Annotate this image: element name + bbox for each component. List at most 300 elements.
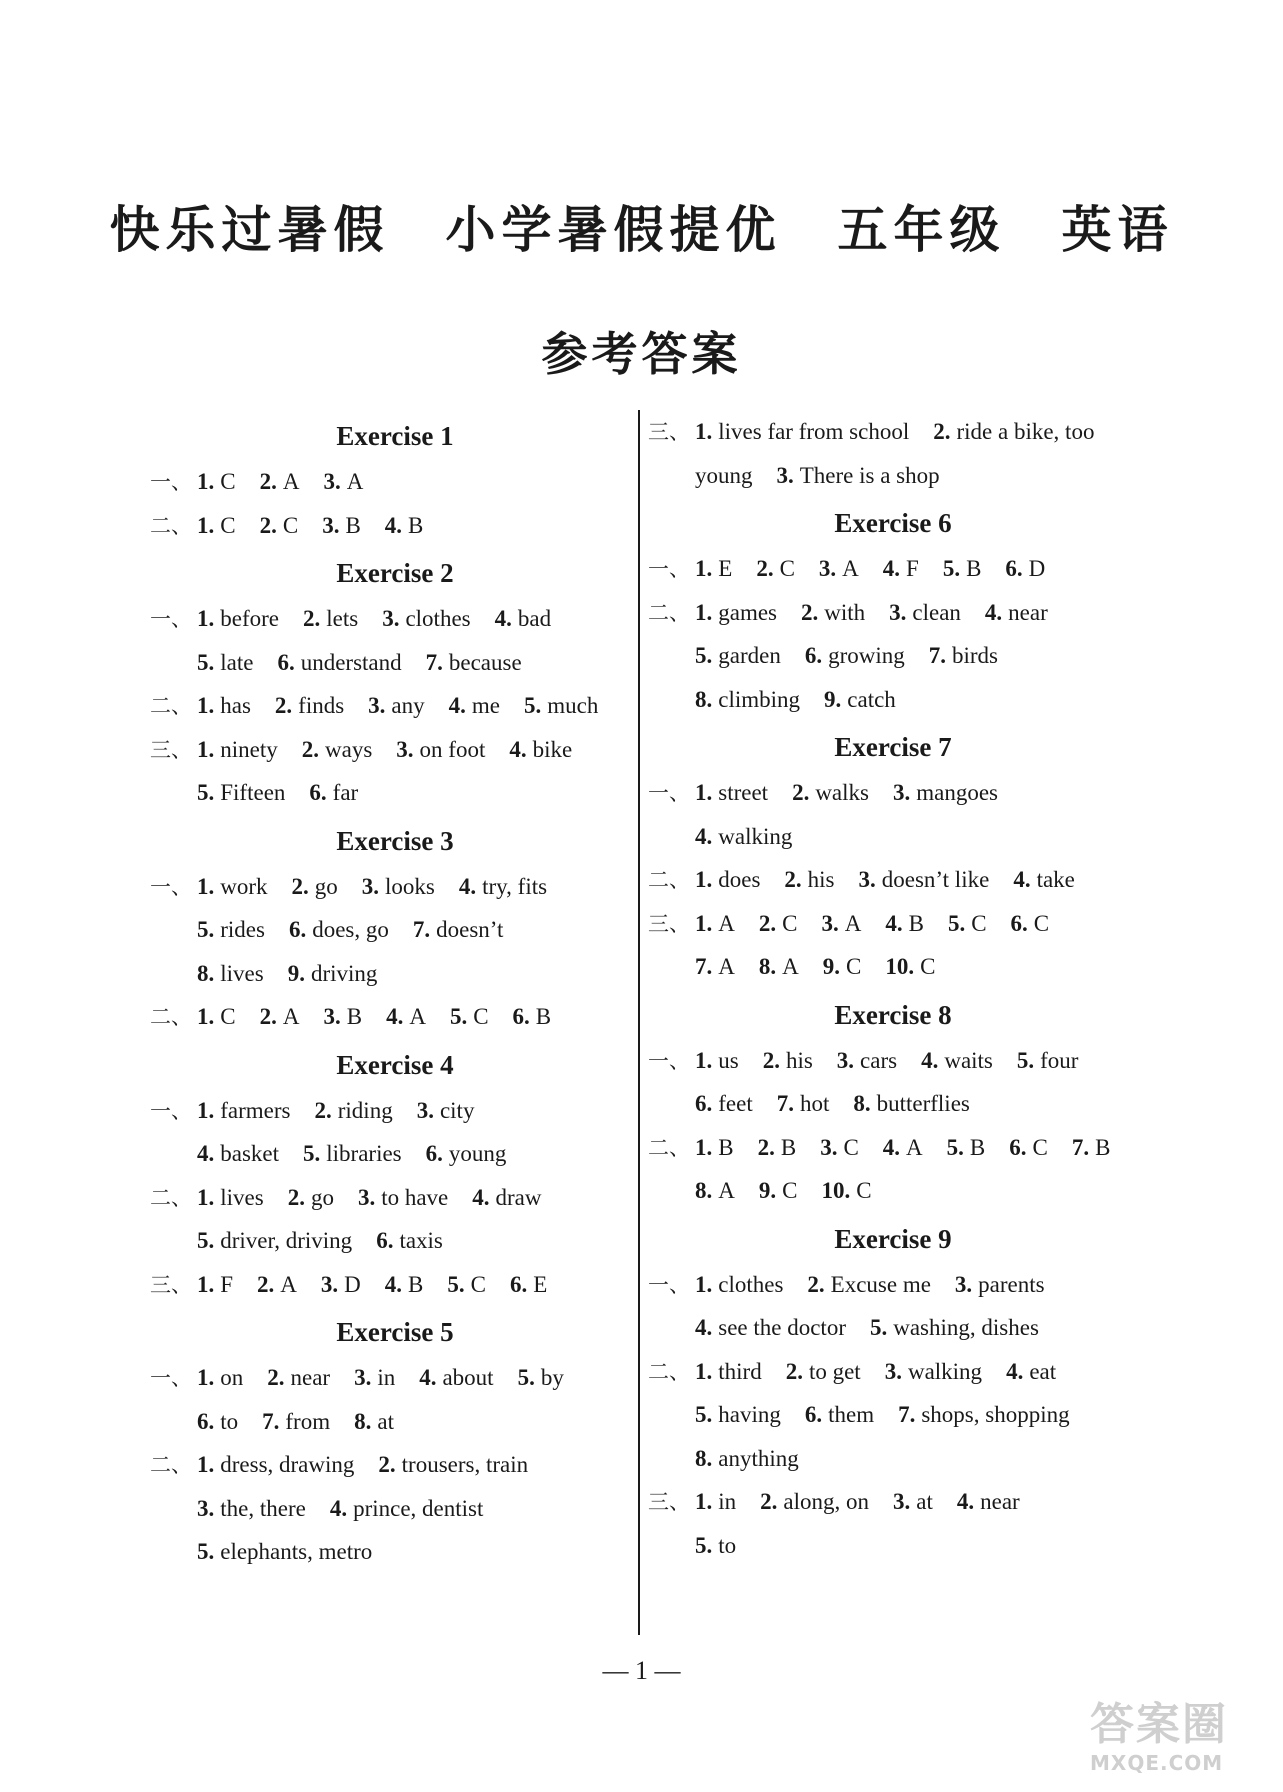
answer-item bbox=[386, 1004, 426, 1029]
answer-line bbox=[150, 460, 640, 504]
answer-text: feet bbox=[718, 1091, 753, 1116]
answer-item bbox=[859, 867, 990, 892]
answer-text: take bbox=[1036, 867, 1075, 892]
answer-text: shops, shopping bbox=[921, 1402, 1070, 1427]
question-number: 2. bbox=[807, 1271, 825, 1297]
question-number: 4. bbox=[458, 873, 477, 899]
answer-item bbox=[197, 1496, 306, 1521]
question-number: 1. bbox=[695, 780, 713, 805]
answer-text: his bbox=[807, 867, 835, 892]
question-number: 3. bbox=[382, 606, 400, 631]
answer-text: by bbox=[540, 1365, 564, 1390]
answer-text: B bbox=[345, 512, 361, 538]
question-number: 1. bbox=[197, 1452, 215, 1477]
answer-line bbox=[150, 504, 640, 548]
answer-item bbox=[695, 1091, 753, 1116]
question-number: 2. bbox=[291, 873, 309, 899]
answer-line bbox=[648, 1480, 1138, 1524]
answer-item bbox=[197, 1539, 372, 1564]
question-number: 1. bbox=[197, 469, 215, 494]
answer-line bbox=[150, 1089, 640, 1133]
question-number: 1. bbox=[197, 736, 215, 762]
answer-line bbox=[150, 1400, 640, 1444]
answer-text: B bbox=[346, 1004, 363, 1029]
answer-item bbox=[947, 1135, 986, 1160]
answer-item bbox=[695, 1272, 783, 1297]
answer-item bbox=[309, 780, 358, 805]
question-number: 4. bbox=[956, 1489, 975, 1514]
answer-item bbox=[385, 1272, 424, 1297]
answer-item bbox=[197, 874, 268, 899]
question-number: 3. bbox=[818, 556, 837, 581]
answer-text: lives bbox=[220, 1184, 264, 1210]
question-number: 8. bbox=[853, 1091, 871, 1116]
answer-text: E bbox=[533, 1271, 548, 1297]
question-number: 3. bbox=[357, 1184, 376, 1210]
answer-item bbox=[885, 1359, 982, 1384]
answer-line bbox=[648, 858, 1138, 902]
answer-text: waits bbox=[944, 1047, 993, 1073]
answer-item bbox=[805, 1402, 874, 1427]
section-marker: 一、 bbox=[150, 874, 192, 899]
question-number: 2. bbox=[785, 1358, 803, 1384]
answer-line bbox=[150, 771, 640, 815]
answer-text: understand bbox=[300, 649, 402, 675]
answer-item bbox=[943, 556, 982, 581]
answer-text: farmers bbox=[220, 1097, 291, 1123]
answer-item bbox=[197, 469, 236, 494]
answer-text: A bbox=[409, 1004, 426, 1029]
question-number: 3. bbox=[858, 867, 876, 892]
answer-text: C bbox=[782, 910, 798, 936]
answer-item bbox=[417, 1098, 475, 1123]
section-marker: 一、 bbox=[150, 607, 192, 631]
exercise-title: Exercise 5 bbox=[336, 1317, 454, 1347]
answer-text: to bbox=[718, 1532, 737, 1558]
answer-item bbox=[354, 1409, 394, 1434]
answer-item bbox=[197, 961, 264, 986]
answer-line bbox=[648, 1350, 1138, 1394]
question-number: 1. bbox=[695, 1489, 713, 1514]
question-number: 2. bbox=[762, 1047, 780, 1073]
section-marker: 三、 bbox=[648, 420, 690, 444]
answer-text: young bbox=[695, 462, 753, 488]
answer-text: near bbox=[290, 1365, 331, 1390]
question-number: 4. bbox=[885, 910, 903, 936]
answer-item bbox=[695, 1178, 735, 1203]
answer-text: having bbox=[718, 1402, 781, 1427]
answer-line bbox=[150, 1219, 640, 1263]
exercise-title: Exercise 9 bbox=[834, 1223, 952, 1254]
answer-item bbox=[933, 419, 1094, 444]
question-number: 1. bbox=[197, 1097, 215, 1123]
question-number: 1. bbox=[197, 1004, 215, 1029]
watermark-logo bbox=[1090, 1700, 1280, 1788]
question-number: 2. bbox=[259, 512, 277, 538]
answer-item bbox=[784, 867, 834, 892]
answer-text: late bbox=[220, 649, 254, 675]
answer-text: garden bbox=[718, 643, 781, 668]
answer-item bbox=[777, 463, 940, 488]
answer-text: A bbox=[844, 910, 862, 936]
answer-text: ways bbox=[325, 736, 373, 762]
question-number: 3. bbox=[361, 873, 380, 899]
question-number: 7. bbox=[776, 1091, 794, 1116]
question-number: 7. bbox=[425, 649, 443, 675]
answer-text: C bbox=[220, 512, 236, 538]
answer-line bbox=[648, 1524, 1138, 1568]
answer-text: city bbox=[439, 1097, 475, 1123]
answer-item bbox=[197, 513, 236, 538]
answer-text: to bbox=[220, 1408, 239, 1434]
answer-item bbox=[777, 1091, 830, 1116]
right-answer-column bbox=[648, 410, 1138, 1567]
answer-text: birds bbox=[952, 643, 998, 668]
question-number: 3. bbox=[954, 1271, 973, 1297]
section-marker: 一、 bbox=[648, 1272, 690, 1297]
answer-text: bike bbox=[532, 736, 573, 762]
answer-text: near bbox=[1008, 599, 1048, 625]
answer-text: A bbox=[718, 954, 735, 979]
question-number: 5. bbox=[524, 693, 542, 718]
question-number: 4. bbox=[472, 1184, 490, 1210]
question-number: 5. bbox=[942, 556, 961, 581]
answer-item bbox=[837, 1048, 897, 1073]
answer-text: street bbox=[718, 780, 769, 805]
question-number: 2. bbox=[760, 1489, 778, 1514]
answer-item bbox=[292, 874, 338, 899]
answer-item bbox=[695, 1402, 781, 1427]
question-number: 1. bbox=[695, 867, 713, 892]
question-number: 2. bbox=[259, 1004, 277, 1029]
answer-item bbox=[197, 1452, 354, 1477]
question-number: 2. bbox=[792, 780, 810, 805]
answer-item bbox=[695, 643, 781, 668]
question-number: 6. bbox=[1005, 556, 1023, 581]
answer-text: ninety bbox=[220, 736, 278, 762]
question-number: 9. bbox=[287, 960, 305, 986]
answer-line bbox=[150, 865, 640, 909]
answer-line bbox=[648, 1039, 1138, 1083]
answer-line bbox=[648, 454, 1138, 498]
answer-text: games bbox=[718, 599, 778, 625]
question-number: 6. bbox=[277, 649, 295, 675]
answer-item bbox=[695, 1359, 762, 1384]
answer-text: F bbox=[220, 1271, 234, 1297]
answer-item bbox=[759, 954, 799, 979]
answer-item bbox=[330, 1496, 484, 1521]
answer-item bbox=[472, 1185, 541, 1210]
question-number: 2. bbox=[756, 556, 774, 581]
answer-text: B bbox=[966, 556, 982, 581]
section-marker: 二、 bbox=[648, 600, 690, 625]
question-number: 4. bbox=[384, 1271, 403, 1297]
answer-text: lives far from school bbox=[718, 419, 910, 444]
question-number: 7. bbox=[695, 954, 713, 979]
answer-line bbox=[648, 591, 1138, 635]
answer-text: basket bbox=[220, 1141, 280, 1166]
question-number: 6. bbox=[376, 1228, 394, 1253]
answer-text: libraries bbox=[326, 1141, 402, 1166]
question-number: 5. bbox=[197, 917, 215, 942]
question-number: 4. bbox=[448, 693, 466, 718]
answer-text: them bbox=[828, 1402, 875, 1427]
answer-item bbox=[821, 911, 861, 936]
answer-item bbox=[695, 911, 735, 936]
question-number: 8. bbox=[758, 954, 777, 979]
answer-text: finds bbox=[298, 693, 345, 718]
answer-item bbox=[805, 643, 905, 668]
answer-item bbox=[786, 1359, 861, 1384]
answer-line bbox=[150, 597, 640, 641]
answer-text: C bbox=[470, 1271, 486, 1297]
answer-text: rides bbox=[220, 917, 265, 942]
question-number: 4. bbox=[1013, 867, 1031, 892]
question-number: 2. bbox=[801, 599, 819, 625]
answer-text: to have bbox=[381, 1184, 449, 1210]
section-marker: 二、 bbox=[150, 694, 192, 718]
question-number: 1. bbox=[695, 1134, 713, 1160]
answer-item bbox=[893, 780, 998, 805]
answer-line bbox=[648, 1126, 1138, 1170]
answer-item bbox=[1005, 556, 1045, 581]
answer-line bbox=[648, 410, 1138, 454]
answer-item bbox=[823, 954, 862, 979]
answer-item bbox=[898, 1402, 1070, 1427]
answer-item bbox=[1011, 911, 1050, 936]
question-number: 1. bbox=[695, 419, 713, 444]
question-number: 4. bbox=[197, 1141, 215, 1166]
answer-item bbox=[695, 1446, 799, 1471]
answer-text: Excuse me bbox=[830, 1271, 931, 1297]
section-marker: 三、 bbox=[648, 911, 690, 936]
answer-item bbox=[1017, 1048, 1079, 1073]
question-number: 1. bbox=[695, 599, 713, 625]
question-number: 7. bbox=[928, 643, 946, 668]
answer-item bbox=[197, 606, 279, 631]
answer-text: C bbox=[473, 1004, 489, 1029]
answer-item bbox=[756, 556, 795, 581]
answer-text: A bbox=[718, 1178, 735, 1203]
answer-text: taxis bbox=[399, 1228, 443, 1253]
answer-text: any bbox=[391, 693, 425, 718]
question-number: 3. bbox=[322, 512, 340, 538]
question-number: 2. bbox=[314, 1097, 332, 1123]
question-number: 1. bbox=[695, 910, 713, 936]
question-number: 3. bbox=[320, 1271, 339, 1297]
answer-text: draw bbox=[495, 1184, 542, 1210]
answer-item bbox=[885, 954, 935, 979]
answer-item bbox=[957, 1489, 1020, 1514]
answer-item bbox=[921, 1048, 993, 1073]
answer-line bbox=[648, 1082, 1138, 1126]
answer-item bbox=[459, 874, 547, 899]
question-number: 1. bbox=[197, 1184, 215, 1210]
question-number: 5. bbox=[197, 649, 215, 675]
answer-text: dress, drawing bbox=[220, 1452, 355, 1477]
answer-item bbox=[695, 1048, 739, 1073]
answer-item bbox=[695, 463, 753, 488]
answer-item bbox=[303, 1141, 402, 1166]
question-number: 5. bbox=[197, 780, 215, 805]
question-number: 4. bbox=[1006, 1358, 1024, 1384]
answer-text: A bbox=[842, 556, 859, 581]
answer-item bbox=[382, 606, 470, 631]
answer-text: C bbox=[846, 954, 862, 979]
answer-text: catch bbox=[847, 686, 896, 712]
answer-item bbox=[197, 1228, 352, 1253]
answer-item bbox=[450, 1004, 489, 1029]
question-number: 5. bbox=[947, 910, 966, 936]
answer-item bbox=[197, 780, 285, 805]
answer-line bbox=[150, 1443, 640, 1487]
answer-item bbox=[759, 911, 798, 936]
question-number: 1. bbox=[197, 873, 215, 899]
question-number: 4. bbox=[386, 1004, 404, 1029]
exercise-title: Exercise 8 bbox=[834, 999, 952, 1030]
answer-item bbox=[695, 1135, 734, 1160]
section-marker: 二、 bbox=[150, 1453, 192, 1477]
answer-text: far bbox=[332, 780, 359, 805]
question-number: 6. bbox=[288, 917, 307, 942]
answer-text: go bbox=[310, 1184, 334, 1210]
answer-item bbox=[524, 693, 598, 718]
question-number: 3. bbox=[889, 599, 907, 625]
answer-item bbox=[763, 1048, 813, 1073]
answer-text: F bbox=[906, 556, 919, 581]
answer-item bbox=[807, 1272, 931, 1297]
answer-item bbox=[260, 513, 299, 538]
question-number: 8. bbox=[354, 1408, 372, 1434]
question-number: 3. bbox=[197, 1495, 215, 1521]
answer-item bbox=[197, 1409, 238, 1434]
answer-line bbox=[648, 1169, 1138, 1213]
answer-item bbox=[1072, 1135, 1111, 1160]
answer-item bbox=[759, 1178, 798, 1203]
answer-item bbox=[695, 954, 735, 979]
question-number: 2. bbox=[784, 867, 802, 892]
answer-text: driving bbox=[310, 960, 378, 986]
answer-item bbox=[513, 1004, 552, 1029]
question-number: 4. bbox=[921, 1047, 939, 1073]
question-number: 7. bbox=[262, 1408, 280, 1434]
section-marker: 二、 bbox=[648, 1135, 690, 1160]
answer-item bbox=[885, 911, 924, 936]
answer-line bbox=[150, 1530, 640, 1574]
answer-text: A bbox=[346, 469, 364, 494]
question-number: 4. bbox=[329, 1495, 348, 1521]
answer-item bbox=[385, 513, 424, 538]
answer-text: lets bbox=[326, 606, 359, 631]
answer-text: clean bbox=[912, 599, 961, 625]
answer-line bbox=[648, 815, 1138, 859]
answer-line bbox=[648, 1306, 1138, 1350]
answer-text: does, go bbox=[312, 917, 389, 942]
question-number: 8. bbox=[695, 686, 713, 712]
answer-item bbox=[197, 1141, 279, 1166]
answer-text: C bbox=[220, 469, 236, 494]
question-number: 6. bbox=[1009, 1134, 1027, 1160]
question-number: 2. bbox=[757, 1134, 775, 1160]
question-number: 5. bbox=[197, 1539, 215, 1564]
answer-item bbox=[518, 1365, 564, 1390]
question-number: 6. bbox=[425, 1141, 443, 1166]
watermark-text: 答案圈 bbox=[1090, 1699, 1228, 1750]
answer-text: mangoes bbox=[916, 780, 998, 805]
section-marker: 一、 bbox=[648, 1048, 690, 1073]
question-number: 3. bbox=[820, 1134, 838, 1160]
answer-item bbox=[197, 693, 251, 718]
question-number: 7. bbox=[412, 917, 431, 942]
answer-item bbox=[323, 1004, 362, 1029]
question-number: 2. bbox=[287, 1184, 305, 1210]
answer-text: B bbox=[1095, 1134, 1111, 1160]
answer-text: A bbox=[782, 954, 799, 979]
answer-text: C bbox=[971, 910, 987, 936]
answer-line bbox=[150, 1132, 640, 1176]
answer-item bbox=[695, 1315, 846, 1340]
answer-line bbox=[150, 1487, 640, 1531]
answer-text: the, there bbox=[220, 1495, 306, 1521]
answer-text: C bbox=[856, 1178, 872, 1203]
answer-item bbox=[277, 650, 401, 675]
answer-item bbox=[893, 1489, 933, 1514]
question-number: 5. bbox=[869, 1315, 888, 1340]
left-answer-column bbox=[150, 410, 640, 1574]
answer-item bbox=[267, 1365, 330, 1390]
answer-item bbox=[1013, 867, 1075, 892]
question-number: 6. bbox=[1010, 910, 1028, 936]
question-number: 4. bbox=[419, 1365, 437, 1390]
question-number: 2. bbox=[933, 419, 951, 444]
answer-text: D bbox=[1028, 556, 1046, 581]
answer-text: because bbox=[448, 649, 522, 675]
answer-text: me bbox=[471, 693, 500, 718]
answer-item bbox=[303, 606, 358, 631]
answer-item bbox=[495, 606, 551, 631]
answer-text: us bbox=[718, 1047, 739, 1073]
question-number: 6. bbox=[509, 1271, 528, 1297]
question-number: 6. bbox=[804, 1402, 823, 1427]
answer-text: A bbox=[718, 910, 735, 936]
question-number: 2. bbox=[259, 469, 277, 494]
question-number: 5. bbox=[197, 1228, 215, 1253]
answer-text: on bbox=[220, 1365, 244, 1390]
exercise-title: Exercise 1 bbox=[336, 421, 454, 451]
answer-item bbox=[197, 917, 265, 942]
answer-text: C bbox=[282, 512, 299, 538]
question-number: 1. bbox=[197, 693, 215, 718]
question-number: 3. bbox=[776, 462, 794, 488]
answer-line bbox=[648, 1437, 1138, 1481]
answer-text: about bbox=[442, 1365, 494, 1390]
question-number: 1. bbox=[197, 606, 215, 631]
answer-text: lives bbox=[220, 960, 264, 986]
answer-text: C bbox=[779, 556, 795, 581]
question-number: 9. bbox=[822, 954, 840, 979]
answer-item bbox=[426, 1141, 507, 1166]
answer-item bbox=[321, 1272, 361, 1297]
answer-text: doesn’t bbox=[436, 917, 504, 942]
question-number: 5. bbox=[946, 1134, 964, 1160]
question-number: 1. bbox=[695, 1047, 713, 1073]
answer-item bbox=[396, 737, 485, 762]
answer-text: walking bbox=[718, 823, 793, 849]
question-number: 3. bbox=[396, 736, 414, 762]
question-number: 4. bbox=[695, 1315, 713, 1340]
answer-item bbox=[288, 1185, 334, 1210]
question-number: 10. bbox=[885, 954, 915, 979]
